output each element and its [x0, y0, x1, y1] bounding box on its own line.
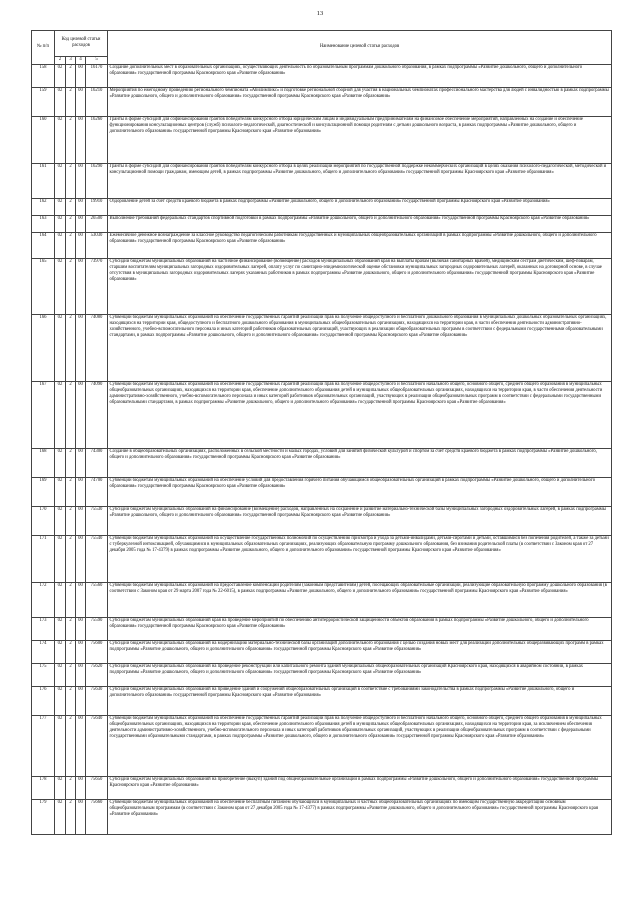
table-row	[32, 477, 612, 506]
code-part-4: 74300	[86, 448, 108, 477]
code-part-2: 2	[66, 198, 76, 215]
code-part-1: 02	[55, 64, 66, 87]
col-index: 5	[86, 56, 108, 64]
col-index: 2	[55, 56, 66, 64]
code-part-2: 2	[66, 87, 76, 116]
code-part-2: 2	[66, 582, 76, 617]
row-description: Субсидии бюджетам муниципальных образований края на проведение мероприятий по обеспечению антитеррористической защищенности объектов образования в рамках подпрограммы «Развитие дошкольного, общего и дополнительного образования» государственной программы Красноярского края «Развитие образования»	[108, 617, 612, 640]
row-number: 159	[32, 87, 55, 116]
code-part-4: 16170	[86, 64, 108, 87]
table-row	[32, 258, 612, 314]
code-part-4: 75540	[86, 535, 108, 582]
code-part-3: 00	[76, 776, 86, 799]
table-row	[32, 87, 612, 116]
row-number: 168	[32, 448, 55, 477]
code-part-3: 00	[76, 582, 86, 617]
table-row	[32, 506, 612, 535]
code-part-3: 00	[76, 163, 86, 198]
row-number: 158	[32, 64, 55, 87]
table-row	[32, 64, 612, 87]
row-number: 177	[32, 715, 55, 776]
code-part-3: 00	[76, 314, 86, 381]
code-part-2: 2	[66, 448, 76, 477]
row-number: 166	[32, 314, 55, 381]
code-part-2: 2	[66, 640, 76, 663]
row-description: Субсидии бюджетам муниципальных образований на модернизацию материально-технической базы организаций дополнительного образования с целью создания новых мест для реализации дополнительных общеразвивающих программ в рамках подпрограммы «Развитие дошкольного, общего и дополнительного образования» государственной программы Красноярского края «Развитие образования»	[108, 640, 612, 663]
row-description: Субвенции бюджетам муниципальных образований на обеспечение бесплатным питанием обучающихся в муниципальных и частных общеобразовательных организациях по имеющим государственную аккредитацию основным общеобразовательным программам (в соответствии с Законом края от 27 декабря 2005 года № 17-4377) в рамках подпрограммы «Развитие дошкольного, общего и дополнительного образования» государственной программы Красноярского края «Развитие образования»	[108, 799, 612, 834]
row-description: Субсидии бюджетам муниципальных образований на частичное финансирование (возмещение) расходов муниципальных образований края на выплаты врачам (включая санитарных врачей), медицинским сестрам диетическим, шеф-поварам, старшим воспитателям муниципальных загородных оздоровительных лагерей, оплату услуг по санитарно-эпидемиологической оценке обстановки муниципальных загородных оздоровительных лагерей, оказанных на договорной основе, в случае отсутствия в муниципальных загородных оздоровительных лагерях указанных работников в рамках подпрограммы «Развитие дошкольного, общего и дополнительного образования» государственной программы Красноярского края «Развитие образования»	[108, 258, 612, 314]
code-part-4: 74090	[86, 381, 108, 448]
table-row	[32, 314, 612, 381]
code-part-3: 00	[76, 640, 86, 663]
row-description: Мероприятия по ежегодному проведению регионального чемпионата «Абилимпикс» и подготовке региональной сборной для участия в национальных чемпионатах профессионального мастерства для людей с инвалидностью в рамках подпрограммы «Развитие дошкольного, общего и дополнительного образования» государственной программы Красноярского края «Развитие образования»	[108, 87, 612, 116]
table-row	[32, 381, 612, 448]
row-number: 169	[32, 477, 55, 506]
code-part-1: 02	[55, 314, 66, 381]
row-description: Субвенции бюджетам муниципальных образований на обеспечение государственных гарантий реализации прав на получение общедоступного и бесплатного начального общего, основного общего, среднего общего образования в муниципальных общеобразовательных организациях, находящихся на территории края, обеспечение дополнительного образования детей в муниципальных общеобразовательных организациях, находящихся на территории края, в части обеспечения деятельности административно-хозяйственного, учебно-вспомогательного персонала и иных категорий работников образовательных организаций, участвующих в реализации общеобразовательных программ в соответствии с федеральными государственными образовательными стандартами, в рамках подпрограммы «Развитие дошкольного, общего и дополнительного образования» государственной программы Красноярского края «Развитие образования»	[108, 381, 612, 448]
table-row	[32, 617, 612, 640]
row-description: Субсидии бюджетам муниципальных образований на финансирование (возмещение) расходов, направленных на сохранение и развитие материально-технической базы муниципальных загородных оздоровительных лагерей, в рамках подпрограммы «Развитие дошкольного, общего и дополнительного образования» государственной программы Красноярского края «Развитие образования»	[108, 506, 612, 535]
code-part-2: 2	[66, 232, 76, 258]
col-header-code: Код целевой статьи расходов	[55, 31, 108, 57]
code-part-2: 2	[66, 64, 76, 87]
code-part-3: 00	[76, 715, 86, 776]
code-part-3: 00	[76, 506, 86, 535]
code-part-2: 2	[66, 799, 76, 834]
table-row	[32, 535, 612, 582]
expense-items-table	[31, 30, 612, 835]
table-row	[32, 799, 612, 834]
code-part-2: 2	[66, 663, 76, 686]
col-header-name: Наименование целевой статьи расходов	[108, 31, 612, 65]
code-part-1: 02	[55, 535, 66, 582]
code-part-4: 75660	[86, 799, 108, 834]
row-number: 174	[32, 640, 55, 663]
table-row	[32, 663, 612, 686]
code-part-4: 74080	[86, 314, 108, 381]
row-description: Субвенции бюджетам муниципальных образований на предоставление компенсации родителям (законным представителям) детей, посещающих образовательные организации, реализующие образовательную программу дошкольного образования (в соответствии с Законом края от 29 марта 2007 года № 22-6015), в рамках подпрограммы «Развитие дошкольного, общего и дополнительного образования» государственной программы Красноярского края «Развитие образования»	[108, 582, 612, 617]
table-row	[32, 116, 612, 163]
code-part-2: 2	[66, 314, 76, 381]
row-number: 160	[32, 116, 55, 163]
code-part-2: 2	[66, 163, 76, 198]
code-part-1: 02	[55, 381, 66, 448]
code-part-1: 02	[55, 506, 66, 535]
code-part-4: 75620	[86, 663, 108, 686]
row-description: Выполнение требований федеральных стандартов спортивной подготовки в рамках подпрограммы «Развитие дошкольного, общего и дополнительного образования» государственной программы Красноярского края «Развитие образования»	[108, 215, 612, 232]
table-row	[32, 686, 612, 715]
code-part-4: 74700	[86, 477, 108, 506]
code-part-1: 02	[55, 715, 66, 776]
code-part-3: 00	[76, 198, 86, 215]
code-part-3: 00	[76, 686, 86, 715]
row-number: 172	[32, 582, 55, 617]
code-part-4: 16290	[86, 163, 108, 198]
code-part-2: 2	[66, 506, 76, 535]
code-part-3: 00	[76, 64, 86, 87]
code-part-1: 02	[55, 776, 66, 799]
code-part-1: 02	[55, 258, 66, 314]
table-row	[32, 232, 612, 258]
code-part-4: 16210	[86, 87, 108, 116]
code-part-3: 00	[76, 232, 86, 258]
row-number: 176	[32, 686, 55, 715]
table-row	[32, 640, 612, 663]
code-part-1: 02	[55, 215, 66, 232]
code-part-4: 73970	[86, 258, 108, 314]
row-description: Субвенции бюджетам муниципальных образований на обеспечение государственных гарантий реализации прав на получение общедоступного и бесплатного дошкольного образования в муниципальных дошкольных образовательных организациях, находящихся на территории края, общедоступного и бесплатного дошкольного образования в муниципальных общеобразовательных организациях, находящихся на территории края, в части обеспечения деятельности административно-хозяйственного, учебно-вспомогательного персонала и иных категорий работников образовательных организаций, участвующих в реализации общеобразовательных программ в соответствии с федеральными государственными образовательными стандартами, в рамках подпрограммы «Развитие дошкольного, общего и дополнительного образования» государственной программы Красноярского края «Развитие образования»	[108, 314, 612, 381]
code-part-2: 2	[66, 258, 76, 314]
code-part-1: 02	[55, 617, 66, 640]
code-part-3: 00	[76, 448, 86, 477]
row-description: Создание дополнительных мест в образовательных организациях, осуществляющих деятельность по образовательным программам дошкольного образования, в рамках подпрограммы «Развитие дошкольного, общего и дополнительного образования» государственной программы Красноярского края «Развитие образования»	[108, 64, 612, 87]
row-number: 178	[32, 776, 55, 799]
code-part-1: 02	[55, 198, 66, 215]
code-part-1: 02	[55, 477, 66, 506]
code-part-4: 53030	[86, 232, 108, 258]
row-number: 164	[32, 232, 55, 258]
row-description: Ежемесячное денежное вознаграждение за классное руководство педагогическим работникам государственных и муниципальных общеобразовательных организаций в рамках подпрограммы «Развитие дошкольного, общего и дополнительного образования» государственной программы Красноярского края «Развитие образования»	[108, 232, 612, 258]
code-part-1: 02	[55, 116, 66, 163]
code-part-2: 2	[66, 477, 76, 506]
code-part-1: 02	[55, 232, 66, 258]
table-row	[32, 215, 612, 232]
table-row	[32, 198, 612, 215]
col-index: 3	[66, 56, 76, 64]
code-part-2: 2	[66, 116, 76, 163]
code-part-4: 75560	[86, 582, 108, 617]
code-part-4: 75530	[86, 506, 108, 535]
code-part-1: 02	[55, 640, 66, 663]
row-number: 162	[32, 198, 55, 215]
row-description: Гранты в форме субсидий для софинансирования грантов победителям конкурсного отбора в целях реализации мероприятий по государственной поддержке некоммерческих организаций в целях оказания психолого-педагогической, методической и консультационной помощи гражданам, имеющим детей, в рамках подпрограммы «Развитие дошкольного, общего и дополнительного образования» государственной программы Красноярского края «Развитие образования»	[108, 163, 612, 198]
code-part-3: 00	[76, 799, 86, 834]
row-number: 175	[32, 663, 55, 686]
code-part-2: 2	[66, 715, 76, 776]
row-number: 165	[32, 258, 55, 314]
code-part-4: 75640	[86, 715, 108, 776]
code-part-3: 00	[76, 663, 86, 686]
row-description: Создание в общеобразовательных организациях, расположенных в сельской местности и малых городах, условий для занятий физической культурой и спортом за счет средств краевого бюджета в рамках подпрограммы «Развитие дошкольного, общего и дополнительного образования» государственной программы Красноярского края «Развитие образования»	[108, 448, 612, 477]
row-description: Субвенции бюджетам муниципальных образований на обеспечение государственных гарантий реализации прав на получение общедоступного и бесплатного начального общего, основного общего, среднего общего образования в муниципальных общеобразовательных организациях, находящихся на территории края, обеспечение дополнительного образования детей в муниципальных общеобразовательных организациях, находящихся на территории края, за исключением обеспечения деятельности административно-хозяйственного, учебно-вспомогательного персонала и иных категорий работников образовательных организаций, участвующих в реализации общеобразовательных программ в соответствии с федеральными государственными образовательными стандартами, в рамках подпрограммы «Развитие дошкольного, общего и дополнительного образования» государственной программы Красноярского края «Развитие образования»	[108, 715, 612, 776]
code-part-1: 02	[55, 87, 66, 116]
col-index: 4	[76, 56, 86, 64]
code-part-1: 02	[55, 663, 66, 686]
row-number: 179	[32, 799, 55, 834]
code-part-3: 00	[76, 116, 86, 163]
code-part-2: 2	[66, 776, 76, 799]
row-number: 173	[32, 617, 55, 640]
code-part-2: 2	[66, 381, 76, 448]
row-description: Субвенции бюджетам муниципальных образований на обеспечение условий для предоставления горячего питания обучающимся общеобразовательных организаций в рамках подпрограммы «Развитие дошкольного, общего и дополнительного образования» государственной программы Красноярского края «Развитие образования»	[108, 477, 612, 506]
code-part-4: 19910	[86, 198, 108, 215]
table-row	[32, 582, 612, 617]
code-part-1: 02	[55, 686, 66, 715]
code-part-2: 2	[66, 686, 76, 715]
row-number: 163	[32, 215, 55, 232]
code-part-4: 75590	[86, 617, 108, 640]
code-part-4: 75600	[86, 640, 108, 663]
code-part-4: 16260	[86, 116, 108, 163]
code-part-4: 75630	[86, 686, 108, 715]
code-part-4: 26500	[86, 215, 108, 232]
code-part-3: 00	[76, 381, 86, 448]
code-part-3: 00	[76, 258, 86, 314]
page-number: 13	[316, 10, 324, 17]
code-part-1: 02	[55, 799, 66, 834]
row-description: Субсидии бюджетам муниципальных образований на приобретение (выкуп) зданий под общеобразовательные организации в рамках подпрограммы «Развитие дошкольного, общего и дополнительного образования» государственной программы Красноярского края «Развитие образования»	[108, 776, 612, 799]
code-part-4: 75650	[86, 776, 108, 799]
code-part-3: 00	[76, 535, 86, 582]
col-header-number: № п/п	[32, 31, 55, 65]
code-part-1: 02	[55, 448, 66, 477]
code-part-2: 2	[66, 617, 76, 640]
table-row	[32, 776, 612, 799]
row-number: 167	[32, 381, 55, 448]
row-description: Субсидии бюджетам муниципальных образований на проведение реконструкции или капитального ремонта зданий муниципальных общеобразовательных организаций Красноярского края, находящихся в аварийном состоянии, в рамках подпрограммы «Развитие дошкольного, общего и дополнительного образования» государственной программы Красноярского края «Развитие образования»	[108, 663, 612, 686]
table-row	[32, 448, 612, 477]
row-description: Гранты в форме субсидий для софинансирования грантов победителям конкурсного отбора юридическим лицам и индивидуальным предпринимателям на финансовое обеспечение мероприятий, направленных на создание и обеспечение функционирования консультационных центров (служб) психолого-педагогической, диагностической и консультационной помощи родителям с детьми дошкольного возраста, в рамках подпрограммы «Развитие дошкольного, общего и дополнительного образования» государственной программы Красноярского края «Развитие образования»	[108, 116, 612, 163]
code-part-3: 00	[76, 617, 86, 640]
row-description: Оздоровление детей за счет средств краевого бюджета в рамках подпрограммы «Развитие дошкольного, общего и дополнительного образования» государственной программы Красноярского края «Развитие образования»	[108, 198, 612, 215]
row-number: 170	[32, 506, 55, 535]
row-description: Субвенции бюджетам муниципальных образований на осуществление государственных полномочий по осуществлению присмотра и ухода за детьми-инвалидами, детьми-сиротами и детьми, оставшимися без попечения родителей, а также за детьми с туберкулезной интоксикацией, обучающимися в муниципальных образовательных организациях, реализующих образовательную программу дошкольного образования, без взимания родительской платы (в соответствии с Законом края от 27 декабря 2005 года № 17-4379) в рамках подпрограммы «Развитие дошкольного, общего и дополнительного образования» государственной программы Красноярского края «Развитие образования»	[108, 535, 612, 582]
row-number: 171	[32, 535, 55, 582]
table-row	[32, 163, 612, 198]
code-part-3: 00	[76, 87, 86, 116]
code-part-2: 2	[66, 535, 76, 582]
code-part-2: 2	[66, 215, 76, 232]
row-description: Субсидии бюджетам муниципальных образований на приведение зданий и сооружений общеобразовательных организаций в соответствие с требованиями законодательства в рамках подпрограммы «Развитие дошкольного, общего и дополнительного образования» государственной программы Красноярского края «Развитие образования»	[108, 686, 612, 715]
code-part-1: 02	[55, 582, 66, 617]
row-number: 161	[32, 163, 55, 198]
code-part-3: 00	[76, 215, 86, 232]
table-row	[32, 715, 612, 776]
code-part-1: 02	[55, 163, 66, 198]
table-body	[32, 64, 612, 834]
code-part-3: 00	[76, 477, 86, 506]
